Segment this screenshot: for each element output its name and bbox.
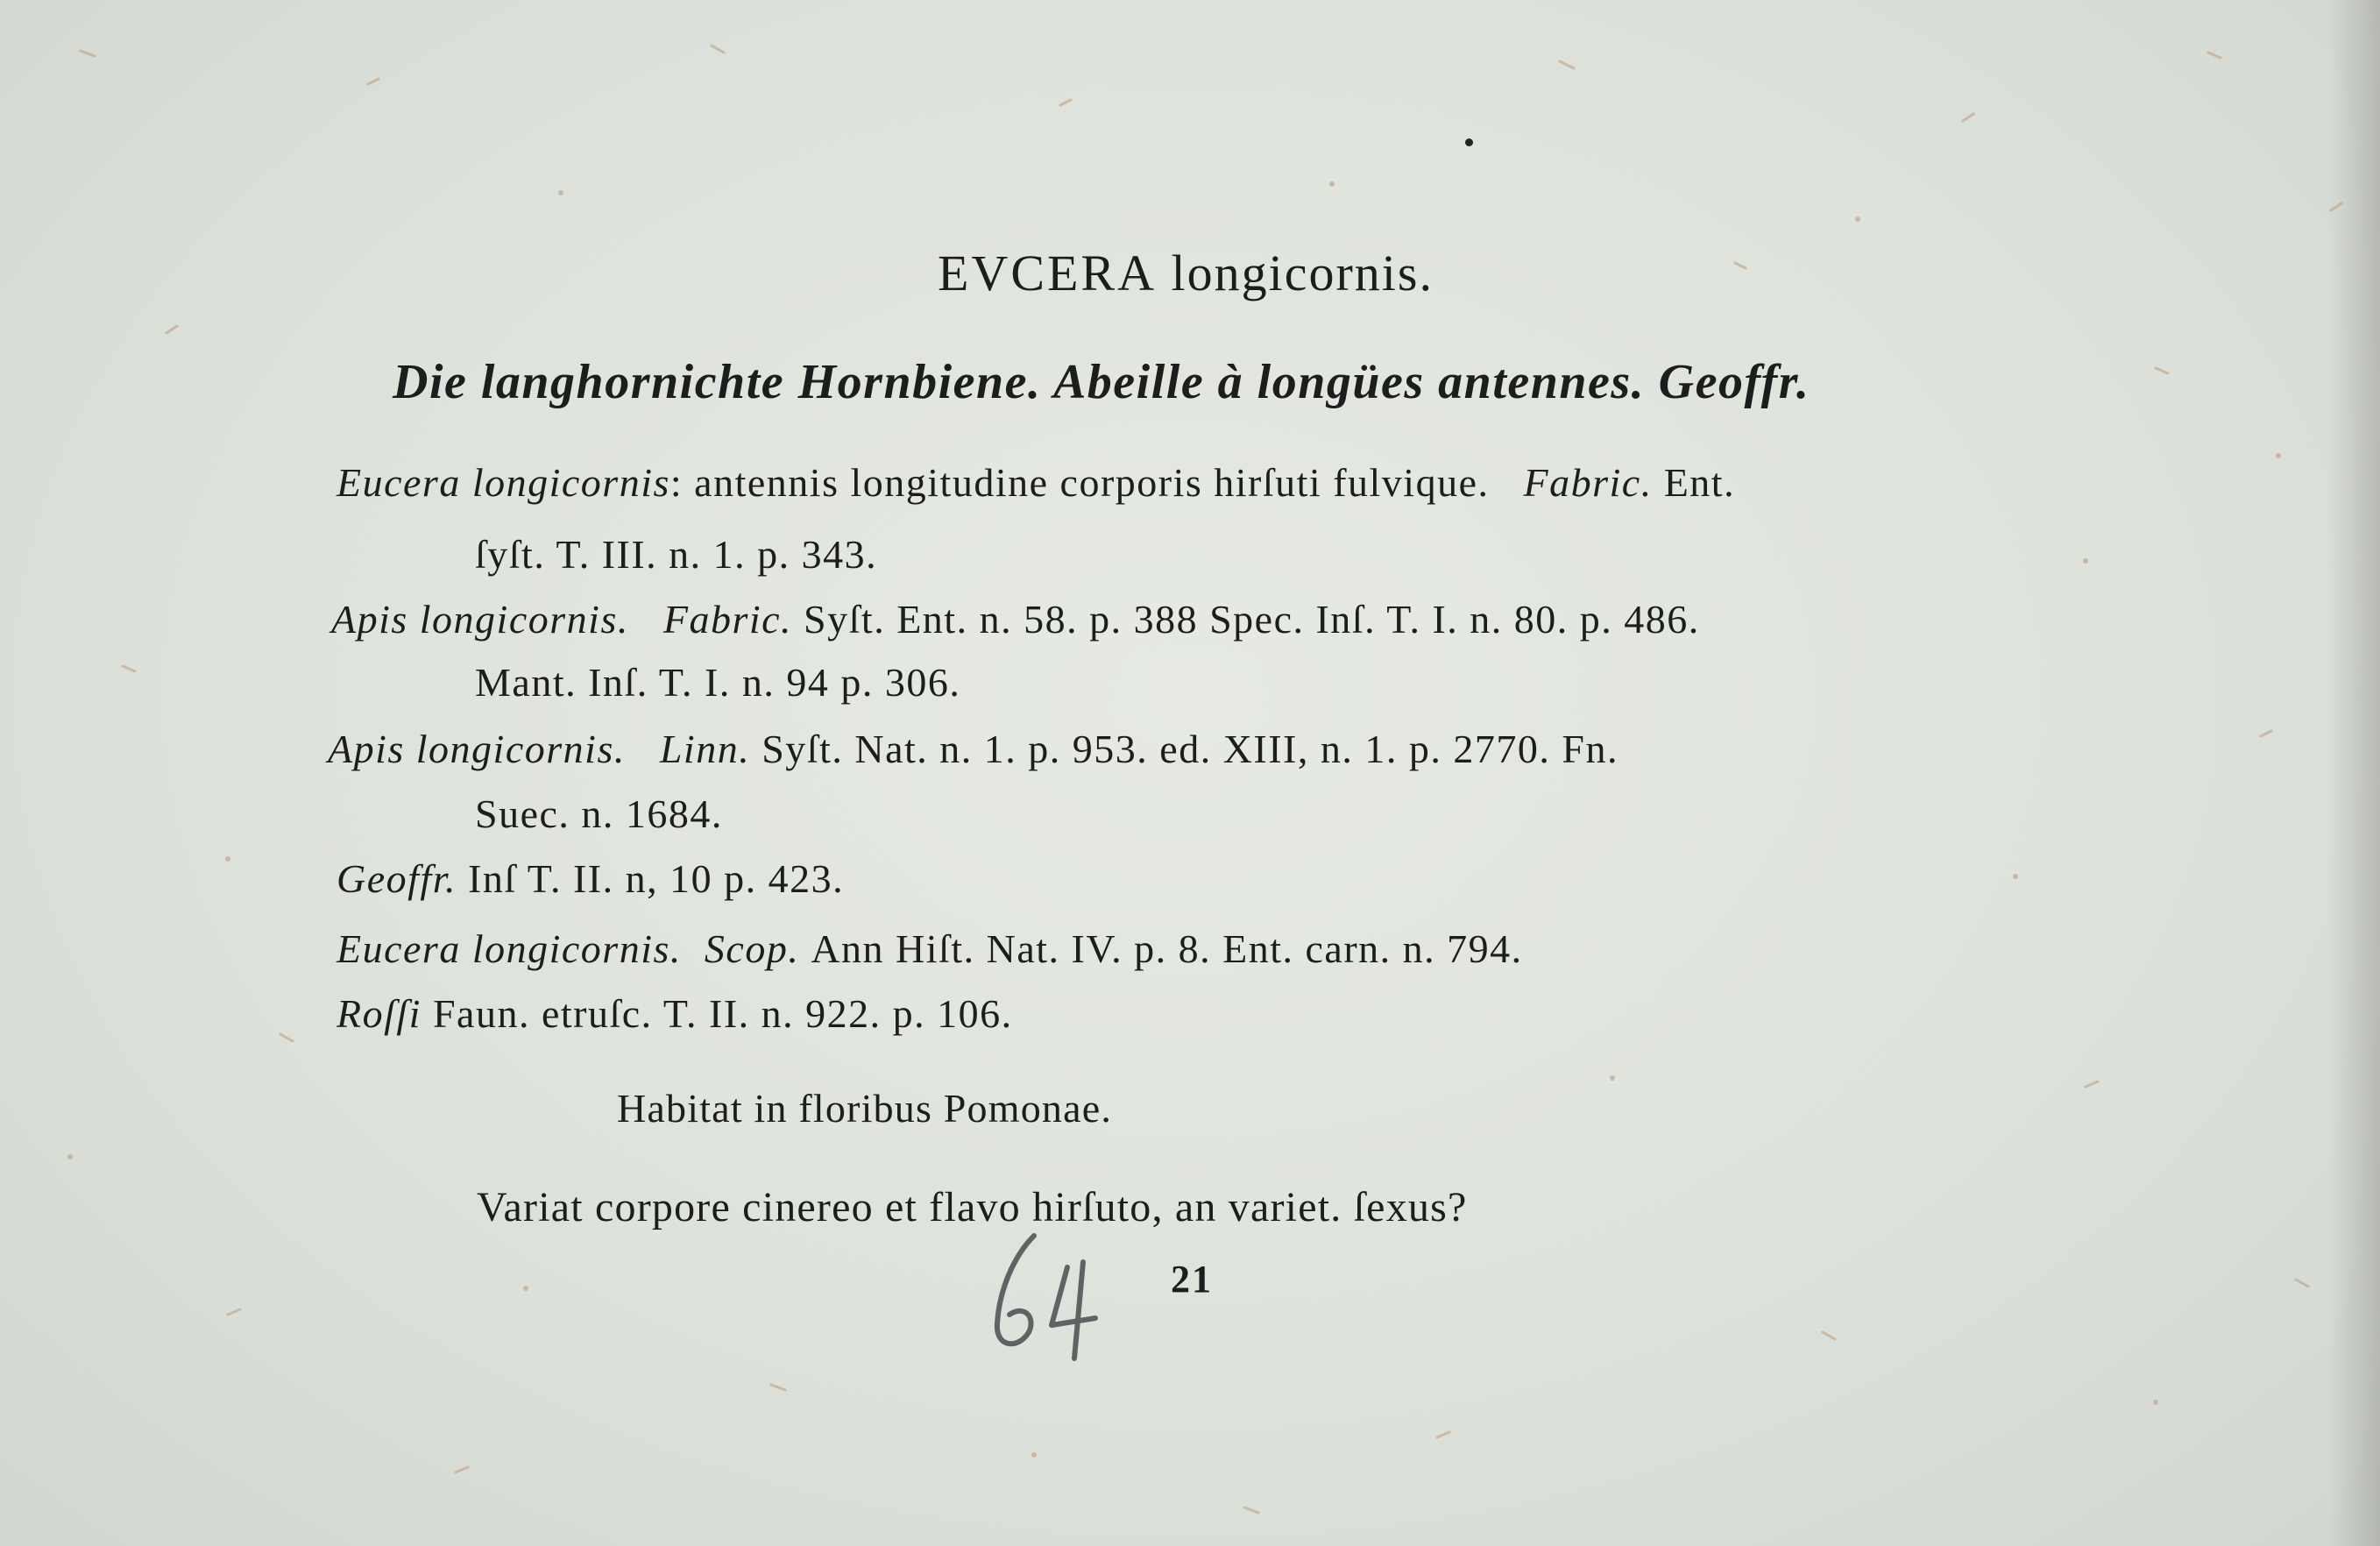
synonym-entry [336, 990, 1013, 1037]
synonym-continuation: Suec. n. 1684. [475, 791, 723, 836]
page-subtitle: Die langhornichte Hornbiene. Abeille à longües antennes. Geoffr. [393, 355, 1810, 409]
synonym-entry [336, 925, 1523, 972]
ink-dot [1465, 138, 1473, 146]
synonym-reference: Inſ T. II. n, 10 p. 423. [468, 856, 845, 901]
habitat-line: Habitat in floribus Pomonae. [617, 1086, 1113, 1131]
page-edge-shadow [2327, 0, 2380, 1546]
synonym-reference: Syſt. Ent. n. 58. p. 388 Spec. Inſ. T. I. n. 80. p. 486. [804, 597, 1700, 642]
synonym-author: Fabric. [1523, 460, 1653, 505]
title-species: longicornis. [1171, 245, 1434, 301]
synonym-description: : antennis longitudine corporis hirſuti fulvique. [669, 460, 1490, 505]
synonym-name: Roſſi [336, 991, 421, 1036]
synonym-author: Linn. [659, 727, 751, 771]
synonym-entry [331, 596, 1700, 642]
synonym-author: Fabric. [662, 597, 793, 642]
synonym-name: Geoffr. [336, 856, 457, 901]
synonym-entry [328, 726, 1619, 772]
synonym-name: Apis longicornis. [331, 597, 629, 642]
page-title [938, 244, 1434, 302]
handwritten-note [980, 1227, 1120, 1367]
synonym-entry [336, 459, 1735, 506]
variation-note: Variat corpore cinereo et flavo hirſuto, an variet. ſexus? [477, 1184, 1468, 1230]
synonym-continuation: Mant. Inſ. T. I. n. 94 p. 306. [475, 660, 961, 705]
synonym-reference: Ann Hiſt. Nat. IV. p. 8. Ent. carn. n. 794. [811, 926, 1523, 971]
synonym-name: Apis longicornis. [328, 727, 626, 771]
synonym-continuation: ſyſt. T. III. n. 1. p. 343. [475, 532, 878, 577]
page-number: 21 [1171, 1258, 1213, 1301]
synonym-author: Scop. [704, 926, 800, 971]
synonym-reference: Ent. [1663, 460, 1736, 505]
synonym-reference: Syſt. Nat. n. 1. p. 953. ed. XIII, n. 1. p. 2770. Fn. [761, 727, 1619, 771]
synonym-name: Eucera longicornis. [336, 926, 682, 971]
synonym-name: Eucera longicornis [336, 460, 670, 505]
title-genus: EVCERA [938, 245, 1157, 301]
synonym-reference: Faun. etruſc. T. II. n. 922. p. 106. [432, 991, 1013, 1036]
synonym-entry [336, 855, 844, 902]
